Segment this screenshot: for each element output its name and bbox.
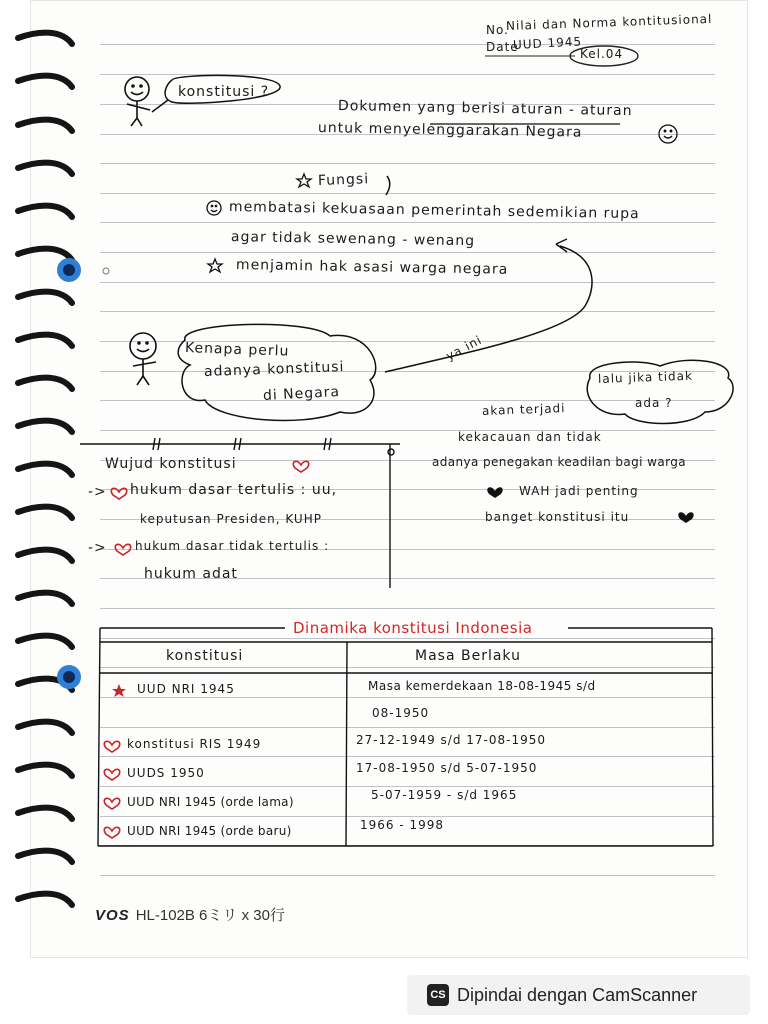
group-label: Kel.04 xyxy=(580,47,624,61)
remark-line-2: banget konstitusi itu xyxy=(485,510,630,524)
date-label: Date xyxy=(486,40,519,54)
table-cell-konstitusi: UUDS 1950 xyxy=(127,766,205,780)
fungsi-item-2: menjamin hak asasi warga negara xyxy=(235,257,509,278)
wujud-line-1: hukum dasar tertulis : uu, xyxy=(130,482,338,498)
table-header-masa-berlaku: Masa Berlaku xyxy=(415,648,521,664)
definition-line-1: Dokumen yang berisi aturan - aturan xyxy=(337,98,633,120)
spiral-binding xyxy=(18,33,109,905)
why-line-2: adanya konstitusi xyxy=(203,359,345,380)
no-label: No. xyxy=(486,23,509,37)
camscanner-watermark xyxy=(407,975,750,1015)
note-title: Nilai dan Norma kontitusional xyxy=(505,11,713,33)
why-line-3: di Negara xyxy=(262,383,341,404)
notebook-model: HL-102B 6ミリ x 30行 xyxy=(135,907,285,924)
remark-line-1: WAH jadi penting xyxy=(519,484,639,498)
answer-line-3: adanya penegakan keadilan bagi warga xyxy=(432,455,686,469)
table-cell-masa: Masa kemerdekaan 18-08-1945 s/d xyxy=(368,679,596,693)
why-line-1: Kenapa perlu xyxy=(184,340,290,360)
date-value: UUD 1945 xyxy=(512,34,583,52)
table-header-konstitusi: konstitusi xyxy=(166,648,244,664)
answer-line-1: akan terjadi xyxy=(481,401,566,418)
table-cell-masa-continued: 08-1950 xyxy=(372,706,430,720)
wujud-arrow-2: -> xyxy=(88,540,107,556)
table-cell-masa: 17-08-1950 s/d 5-07-1950 xyxy=(356,761,538,775)
question-text: konstitusi ? xyxy=(178,84,270,100)
table-cell-konstitusi: UUD NRI 1945 xyxy=(137,682,235,696)
table-cell-masa: 5-07-1959 - s/d 1965 xyxy=(371,788,518,802)
answer-line-2: kekacauan dan tidak xyxy=(458,430,602,444)
camscanner-logo-icon: CS xyxy=(427,984,449,1006)
stick-figure-2 xyxy=(130,333,156,385)
arrow-head xyxy=(556,239,567,252)
table-cell-konstitusi: UUD NRI 1945 (orde lama) xyxy=(127,795,294,809)
wujud-line-4: hukum adat xyxy=(144,566,238,582)
table-cell-masa: 27-12-1949 s/d 17-08-1950 xyxy=(356,733,547,747)
camscanner-text: Dipindai dengan CamScanner xyxy=(457,984,698,1005)
arrow-note: ya ini xyxy=(443,332,485,364)
fungsi-heading: Fungsi xyxy=(317,171,370,189)
table-cell-konstitusi: UUD NRI 1945 (orde baru) xyxy=(127,824,292,838)
notebook-footer xyxy=(95,904,285,925)
notebook-brand: VOS xyxy=(95,907,130,924)
smiley-icon xyxy=(659,125,677,143)
definition-line-2: untuk menyelenggarakan Negara xyxy=(317,120,583,141)
smiley-bullet-icon xyxy=(207,201,221,215)
wujud-arrow-1: -> xyxy=(88,484,107,500)
else-line-2: ada ? xyxy=(635,396,673,410)
fungsi-item-1-line-1: membatasi kekuasaan pemerintah sedemikian rupa xyxy=(228,199,640,223)
stick-figure-1 xyxy=(125,77,150,126)
table-title: Dinamika konstitusi Indonesia xyxy=(293,619,533,637)
table-cell-masa: 1966 - 1998 xyxy=(360,818,445,832)
wujud-heading: Wujud konstitusi xyxy=(105,456,237,472)
star-icons xyxy=(112,684,126,697)
else-line-1: lalu jika tidak xyxy=(597,368,694,386)
fungsi-bracket xyxy=(386,176,390,195)
fungsi-item-1-line-2: agar tidak sewenang - wenang xyxy=(230,229,476,250)
table-cell-konstitusi: konstitusi RIS 1949 xyxy=(127,737,262,751)
wujud-line-2: keputusan Presiden, KUHP xyxy=(140,512,322,526)
wujud-line-3: hukum dasar tidak tertulis : xyxy=(135,539,330,553)
